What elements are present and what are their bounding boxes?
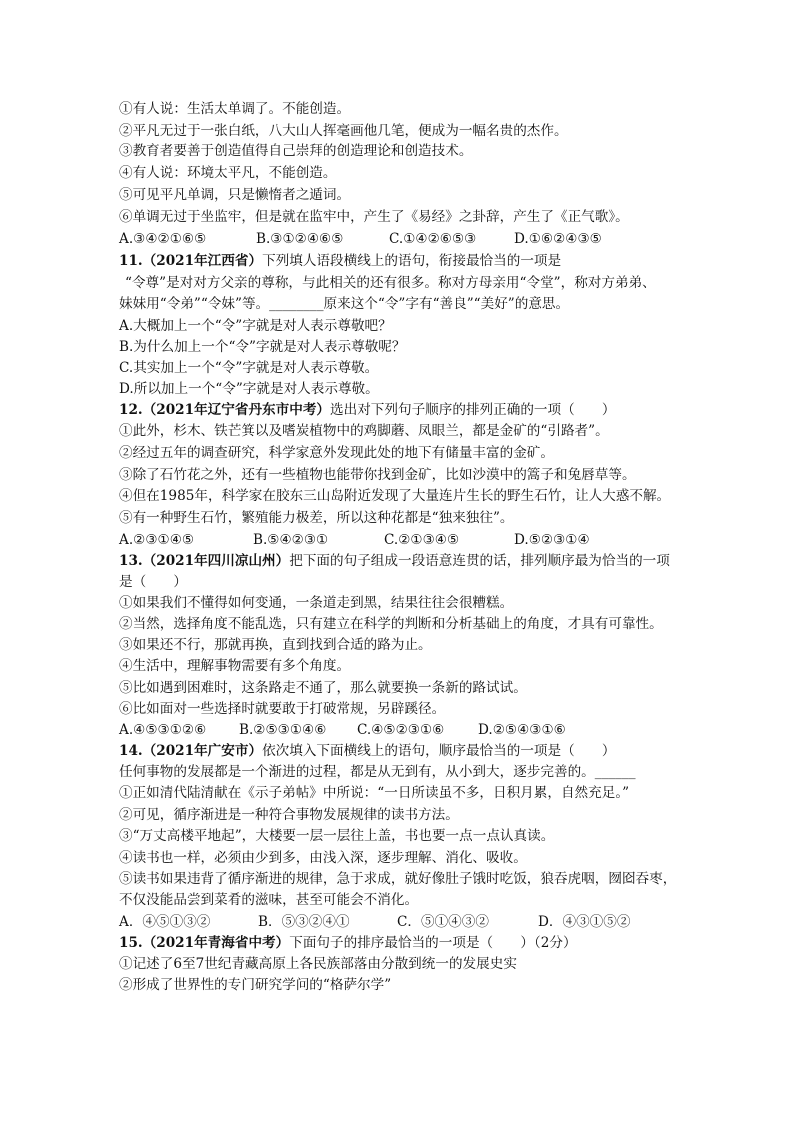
q10-item-6: ⑥单调无过于坐监牢，但是就在监牢中，产生了《易经》之卦辞，产生了《正气歌》。 — [119, 209, 629, 225]
q13-item-3: ③如果还不行，那就再换，直到找到合适的路为止。 — [119, 637, 432, 653]
q11-option-c[interactable]: C.其实加上一个“令”字就是对人表示尊敬。 — [119, 360, 379, 376]
q10-option-a[interactable]: A.③④②①⑥⑤ — [119, 231, 207, 247]
q13-item-2: ②当然，选择角度不能乱选，只有建立在科学的判断和分析基础上的角度，才具有可靠性。 — [119, 616, 663, 632]
q11-option-d[interactable]: D.所以加上一个“令”字就是对人表示尊敬。 — [119, 381, 379, 397]
q15-source: （2021年青海省中考） — [142, 935, 290, 951]
q14-item-4: ④读书也一样，必须由少到多，由浅入深，逐步理解、消化、吸收。 — [119, 850, 527, 866]
q10-options — [119, 229, 602, 249]
q11-paragraph-line-1: “令尊”是对对方父亲的尊称，与此相关的还有很多。称对方母亲用“令堂”，称对方弟弟、 — [125, 275, 656, 291]
q13-number: 13. — [119, 553, 143, 569]
q10-item-4: ④有人说：环境太平凡，不能创造。 — [119, 165, 337, 181]
q13-option-b[interactable]: B.②⑤③①④⑥ — [239, 722, 327, 738]
q11-paragraph-line-2: 妹妹用“令弟”“令妹”等。________原来这个“令”字有“善良”“美好”的意思。 — [119, 296, 570, 312]
q13-item-6: ⑥比如面对一些选择时就要敢于打破常规，另辟蹊径。 — [119, 701, 446, 717]
q15-number: 15. — [119, 935, 143, 951]
q14-item-5-continued: 不仅没能品尝到菜肴的滋味，甚至可能会不消化。 — [119, 892, 419, 908]
q13-item-4: ④生活中，理解事物需要有多个角度。 — [119, 658, 351, 674]
q11-number: 11. — [119, 253, 143, 269]
q12-option-d[interactable]: D.⑤②③①④ — [514, 532, 590, 548]
q15-stem: 下面句子的排序最恰当的一项是（ ）（2分） — [289, 935, 577, 951]
q14-item-3: ③“万丈高楼平地起”，大楼要一层一层往上盖，书也要一点一点认真读。 — [119, 828, 555, 844]
q12-option-b[interactable]: B.⑤④②③① — [253, 532, 329, 548]
q13-source: （2021年四川凉山州） — [142, 553, 290, 569]
q14-item-1: ①正如清代陆清献在《示子弟帖》中所说：“一日所读虽不多，日积月累，自然充足。” — [119, 785, 630, 801]
q14-option-a[interactable]: A．④⑤①③② — [119, 914, 211, 930]
q12-item-2: ②经过五年的调查研究，科学家意外发现此处的地下有储量丰富的金矿。 — [119, 445, 554, 461]
q11-source: （2021年江西省） — [142, 253, 263, 269]
q12-heading — [119, 400, 616, 420]
q10-option-c[interactable]: C.①④②⑥⑤③ — [389, 231, 477, 247]
q10-option-d[interactable]: D.①⑥②④③⑤ — [514, 231, 602, 247]
q13-stem-line-2: 是（ ） — [119, 574, 187, 590]
q10-item-5: ⑤可见平凡单调，只是懒惰者之遁词。 — [119, 187, 351, 203]
q14-option-b[interactable]: B．⑤③②④① — [258, 914, 350, 930]
q12-option-a[interactable]: A.②③①④⑤ — [119, 532, 195, 548]
q10-item-3: ③教育者要善于创造值得自己崇拜的创造理论和创造技术。 — [119, 143, 473, 159]
q14-option-c[interactable]: C．⑤①④③② — [397, 914, 489, 930]
q13-option-c[interactable]: C.④⑤②③①⑥ — [357, 722, 445, 738]
q10-option-b[interactable]: B.③①②④⑥⑤ — [256, 231, 344, 247]
q14-options — [119, 912, 630, 932]
q13-item-1: ①如果我们不懂得如何变通，一条道走到黑，结果往往会很糟糕。 — [119, 595, 514, 611]
q12-number: 12. — [119, 402, 143, 418]
q13-item-5: ⑤比如遇到困难时，这条路走不通了，那么就要换一条新的路试试。 — [119, 680, 527, 696]
q12-source: （2021年辽宁省丹东市中考） — [142, 402, 331, 418]
q14-option-d[interactable]: D．④③①⑤② — [538, 914, 631, 930]
q15-item-1: ①记述了6至7世纪青藏高原上各民族部落由分散到统一的发展史实 — [119, 956, 517, 972]
q14-number: 14. — [119, 743, 143, 759]
q14-stem: 依次填入下面横线上的语句，顺序最恰当的一项是（ ） — [262, 743, 616, 759]
q11-option-b[interactable]: B.为什么加上一个“令”字就是对人表示尊敬呢？ — [119, 339, 406, 355]
q10-item-2: ②平凡无过于一张白纸，八大山人挥毫画他几笔，便成为一幅名贵的杰作。 — [119, 123, 568, 139]
q12-option-c[interactable]: C.②①③④⑤ — [384, 532, 460, 548]
q11-option-a[interactable]: A.大概加上一个“令”字就是对人表示尊敬吧？ — [119, 318, 392, 334]
q13-option-a[interactable]: A.④⑤③①②⑥ — [119, 722, 207, 738]
q15-item-2: ②形成了世界性的专门研究学问的“格萨尔学” — [119, 977, 392, 993]
q14-item-2: ②可见，循序渐进是一种符合事物发展规律的读书方法。 — [119, 807, 459, 823]
q14-item-5: ⑤读书如果违背了循序渐进的规律，急于求成，就好像肚子饿时吃饭，狼吞虎咽，囫囵吞枣， — [119, 871, 677, 887]
q12-item-1: ①此外，杉木、铁芒箕以及嗜炭植物中的鸡脚蘑、凤眼兰，都是金矿的“引路者”。 — [119, 423, 609, 439]
q11-heading — [119, 251, 561, 271]
q12-item-3: ③除了石竹花之外，还有一些植物也能带你找到金矿，比如沙漠中的篙子和兔唇草等。 — [119, 467, 636, 483]
q12-stem: 选出对下列句子顺序的排列正确的一项（ ） — [330, 402, 616, 418]
q14-source: （2021年广安市） — [142, 743, 263, 759]
q12-item-4: ④但在1985年，科学家在胶东三山岛附近发现了大量连片生长的野生石竹，让人大惑不解。 — [119, 488, 671, 504]
q10-item-1: ①有人说：生活太单调了。不能创造。 — [119, 101, 351, 117]
q13-stem: 把下面的句子组成一段语意连贯的话，排列顺序最为恰当的一项 — [289, 553, 670, 569]
q11-stem: 下列填人语段横线上的语句，衔接最恰当的一项是 — [262, 253, 562, 269]
q13-option-d[interactable]: D.②⑤④③①⑥ — [478, 722, 566, 738]
q12-item-5: ⑤有一种野生石竹，繁殖能力极差，所以这种花都是“独来独往”。 — [119, 510, 514, 526]
q14-heading — [119, 741, 616, 761]
q13-heading — [119, 551, 670, 571]
q12-options — [119, 530, 590, 550]
q14-paragraph: 任何事物的发展都是一个渐进的过程，都是从无到有，从小到大，逐步完善的。______ — [119, 764, 636, 780]
q13-options — [119, 720, 566, 740]
q15-heading — [119, 933, 577, 953]
